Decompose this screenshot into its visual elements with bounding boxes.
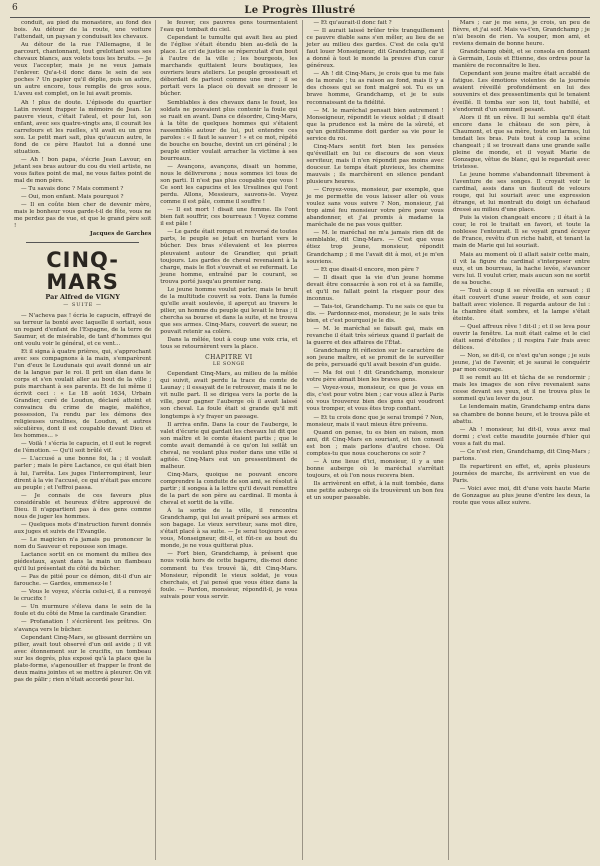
paragraph: — Voilà ! s'écria le capucin, et il eut le regret de l'émotion. — Qu'il soit brûlé vif. — [14, 441, 152, 455]
paragraph: — Un murmure s'éleva dans le sein de la foule et du côté de Mme la cardinale Grandier. — [14, 604, 152, 618]
paragraph: — Ce n'est rien, Grandchamp, dit Cinq-Mars ; partons. — [452, 448, 590, 462]
paragraph: — Je connais de ces faveurs plus considérable et heureux d'être approuvé de Dieu. Il n'appartient pas à des gens comme nous de juger les hommes. — [14, 492, 152, 520]
column-4 — [448, 20, 594, 860]
header-rule — [10, 17, 590, 18]
paragraph: Cependant son jeune maître était accablé de fatigue. Les émotions violentes de la journée avaient réveillé profondément en lui des souvenirs et des pressentiments qui le tenaient éveillé. Il tomba sur son lit, tout habillé, et s'endormit d'un sommeil pesant. — [452, 71, 590, 113]
paragraph: conduit, au pied du monastère, au fond des bois. Au détour de la route, une voiture l'attendait, un paysan y conduisait les chevaux. — [14, 20, 152, 41]
column-3 — [302, 20, 448, 860]
paragraph: Ils arrivèrent en effet, à la nuit tombée, dans une petite auberge où ils trouvèrent un bon feu et un souper passable. — [306, 480, 444, 502]
story-signature: Jacques de Garches — [89, 231, 152, 238]
paragraph: — Oui, mon enfant. Mais pourquoi ? — [21, 194, 124, 201]
paragraph: — Croyez-vous, monsieur, par exemple, que je me permette de vous laisser aller où vous voulez sans vous suivre ? Non, monsieur, j'ai trop aimé feu monsieur votre père pour vous abandonner, et j'ai promis à madame la maréchale de ne pas vous quitter. — [306, 187, 444, 229]
paragraph: — Tout à coup il se réveilla en sursaut ; il était couvert d'une sueur froide, et son cœur battait avec violence. Il regarda autour de lui : la chambre était sombre, et la lampe s'était éteinte. — [452, 287, 590, 322]
paragraph: — Tu savais donc ? Mais comment ? — [21, 186, 124, 193]
chapter-subtitle: LE SONGE — [212, 361, 245, 368]
paragraph: — Il est mort ! disait une femme. Ils l'ont bien fait souffrir, ces bourreaux ! Voyez comme il est pâle ! — [160, 207, 298, 228]
paragraph: — Ah ! dit Cinq-Mars, je crois que tu me fais de la morale ; tu as raison au fond, mais il y a des choses qui se font malgré soi. Tu es un brave homme, Grandchamp, et je te suis reconnaissant de ta fidélité. — [306, 71, 444, 106]
paragraph: — Profanation ! s'écrièrent les prêtres. On s'avança vers le bûcher. — [14, 619, 152, 633]
paragraph: — Et qu'aurait-il donc fait ? — [313, 20, 392, 26]
paragraph: Le jeune homme voulut parler, mais le bruit de la multitude couvrit sa voix. Dans la fumée qu'elle avait soulevée, il aperçut au travers le pilier, un homme du peuple qui levait le bras ; il chercha sa bourse et dans la suite, et ne trouva que ses armes. Cinq-Mars, couvert de sueur, ne pouvait retenir sa colère. — [160, 286, 298, 336]
paragraph: Ah ! plus de doute. L'épisode du quartier Latin revient frapper la mémoire de Jean. Le pauvre vieux, c'était l'aïeul, et pour lui, son enfant, avec ses quatre-vingts ans, il courait les carrefours et les ruelles, s'il avait eu un gros sou. Le petit mari sait, plus qu'aucun autre, le fond de ce père Hautot lui a donné une situation. — [14, 99, 152, 155]
paragraph: Ils repartirent en effet, et, après plusieurs journées de marche, ils arrivèrent en vue de Paris. — [452, 463, 590, 484]
paragraph: Cependant Cinq-Mars, au milieu de la mêlée qui suivit, avait perdu la trace du comte de Launay ; il essayait de le retrouver, mais il ne le vit nulle part. Il se dirigea vers la porte de la ville, pour gagner l'auberge où il avait laissé son cheval. La foule était si grande qu'il mit longtemps à s'y frayer un passage. — [160, 371, 298, 420]
paragraph: — Le magicien n'a jamais pu prononcer le nom du Sauveur et repousse son image. — [14, 536, 152, 550]
paragraph: — Tais-toi, Grandchamp. Tu ne sais ce que tu dis. — Pardonnez-moi, monsieur, je le sais très bien, et c'est pourquoi je le dis. — [306, 303, 444, 324]
paragraph: — Avançons, avançons, disait un homme, nous le délivrerons ; nous sommes ici tous de son parti. Il n'est pas plus coupable que vous ! Ce sont les capucins et les Ursulines qui l'ont perdu. Allons, Messieurs, sauvons-le. Voyez comme il est pâle, comme il souffre ! — [160, 163, 298, 206]
paragraph: Puis la vision changeait encore ; il était à la cour, le roi le traitait en favori, et toute la noblesse l'entourait. Il se voyait grand écuyer de France, revêtu d'un riche habit, et tenant la main de Marie qui lui souriait. — [452, 215, 590, 250]
paragraph: Alors il fit un rêve. Il lui sembla qu'il était encore dans le château de son père, à Chaumont, et que sa mère, toute en larmes, lui tendait les bras. Puis tout à coup la scène changeait ; il se trouvait dans une grande salle pleine de monde, et il voyait Marie de Gonzague, vêtue de blanc, qui le regardait avec tristesse. — [452, 114, 590, 170]
paragraph: Cependant Cinq-Mars, se glissant derrière un pilier, avait tout observé d'un œil avide ; il vit avec étonnement sur le crucifix, un tombeau sur les degrés, plus exposé qu'à la place que la plate-forme, s'agenouiller et frapper le front de deux mains jointes et se mettre à pleurer. On vit pas de pâlir ; rien n'était accordé pour lui. — [14, 634, 152, 683]
paragraph: Il se remit au lit et tâcha de se rendormir ; mais les images de son rêve revenaient sans cesse devant ses yeux, et il ne trouva plus le sommeil qu'au lever du jour. — [452, 375, 590, 403]
paragraph: Grandchamp fit réflexion sur le caractère de son jeune maître, et se promit de le surveiller de près, persuadé qu'il avait besoin d'un guide. — [306, 348, 444, 369]
paragraph: — L'accusé a une bonne foi, la ; il voulait parler ; mais le père Lactance, ce qui était bien à lui, l'arrêta. Les juges l'interrompirent, leur dirent à la vie l'accusé, ce qui n'était pas encore au peuple ; et l'effroi passa. — [14, 456, 152, 491]
paragraph: — À une lieue d'ici, monsieur, il y a une bonne auberge où le maréchal s'arrêtait toujours, et où l'on nous recevra bien. — [306, 458, 444, 479]
serial-suite: — SUITE — — [63, 302, 103, 309]
paragraph: Quand on pense, tu es bien en raison, mon ami, dit Cinq-Mars en souriant, et ton conseil est bon ; mais parlons d'autre chose. Où comptes-tu que nous coucherons ce soir ? — [306, 429, 444, 457]
paragraph: — Fort bien, Grandchamp, à présent que nous voilà hors de cette bagarre, dis-moi donc comment tu t'es trouvé là, dit Cinq-Mars. Monsieur, répondit le vieux soldat, je vous cherchais, et j'ai pensé que vous étiez dans la foule. — Pardon, monsieur, répondit-il, je vous suivais pour vous servir. — [160, 551, 298, 600]
paragraph: — Pas de pitié pour ce démon, dit-il d'un air farouche. — Gardes, emmenez-le ! — [14, 574, 152, 588]
page-number: 6 — [12, 3, 18, 13]
paragraph: — Il aurait laissé brûler très tranquillement ce pauvre diable sans s'en mêler, au lieu de se jeter au milieu des gardes. C'est de cela qu'il faut louer Monseigneur, dit Grandchamp, car il a donné à tout le monde la preuve d'un cœur généreux. — [306, 28, 444, 70]
paragraph: — Il en coûte bien cher de devenir mère, mais le bonheur vous garde-t-il de fête, vous ne me perdez pas de vue, et que le grand père soit ! — [14, 202, 152, 230]
paragraph: Mais au moment où il allait saisir cette main, il vit la figure du cardinal s'interposer entre eux, et un bourreau, la hache levée, s'avancer vers lui. Il voulut crier, mais aucun son ne sortit de sa bouche. — [452, 251, 590, 286]
paragraph: — Ma foi oui ! dit Grandchamp, monsieur votre père aimait bien les braves gens. — [306, 370, 444, 384]
column-1-story — [14, 20, 151, 230]
paragraph: Grandchamp obéit, et se consola en donnant à Germain, Louis et Etienne, des ordres pour la manière de reconnaître le lieu. — [452, 49, 590, 70]
article-columns — [10, 20, 594, 860]
paragraph: Cependant le tumulte qui avait lieu au pied de l'église s'était étendu bien au-delà de la place. Le cri de justice se répercutait d'un bout à l'autre de la ville ; les bourgeois, les marchands quittaient leurs boutiques, les ouvriers leurs ateliers. Le peuple grossissait et débordait de partout comme une mer ; il se portait vers la place où devait se dresser le bûcher. — [160, 35, 298, 98]
paragraph: Semblables à des chevaux dans le fouet, les soldats ne pouvaient plus contenir la foule qui se ruait en avant. Dans ce désordre, Cinq-Mars, à la tête de quelques hommes qui s'étaient rassemblés autour de lui, put entendre ces paroles : « Il faut le sauver ! » et ce mot, répété de bouche en bouche, devint un cri général ; le peuple entier voulait arracher la victime à ses bourreaux. — [160, 99, 298, 162]
paragraph: — Non, se dit-il, ce n'est qu'un songe ; je suis jeune, j'ai de l'avenir, et je saurai le conquérir par mon courage. — [452, 353, 590, 374]
paragraph: Au détour de la rue l'Allemagne, il le parcourt, chantonnant, tout grelottant sous ses chevaux blancs, aux volets tous les bruits. — Je veux l'accepter, mais je ne veux jamais l'enlever. Qu'a-t-il donc dans le sein de ses poches ? Un papier qu'il déplie, puis un autre, un autre encore, tous remplis de gros sous. L'aveu est complet, on le lui avait promis. — [14, 42, 152, 98]
paragraph: — M. le maréchal se faisait gai, mais en revanche il était très sérieux quand il parlait de la guerre et des affaires de l'État. — [306, 325, 444, 347]
paragraph: — M. le maréchal ne m'a jamais rien dit de semblable, dit Cinq-Mars. — C'est que vous étiez trop jeune, monsieur, répondit Grandchamp ; il me l'avait dit à moi, et je m'en souviens. — [306, 230, 444, 265]
column-2-chapter-text — [160, 371, 297, 601]
paragraph: Le jeune homme s'abandonnait librement à l'aventure de ses songes. Il croyait voir le cardinal, assis dans un fauteuil de velours rouge, qui lui souriait avec une expression étrange, et lui montrait du doigt un échafaud dressé au milieu d'une place. — [452, 171, 590, 214]
paragraph: Lactance sortit en ce moment du milieu des piédestaux, ayant dans la main un flambeau qu'il lui présentait du côté du bûcher. — [14, 552, 152, 573]
paragraph: Cinq-Mars, quoique ne pouvant encore comprendre la conduite de son ami, se résolut à partir ; il songea à la lettre qu'il devait remettre de la part de son père au cardinal. Il monta à cheval et sortit de la ville. — [160, 471, 298, 507]
paragraph: — N'acheva pas ! écria le capucin, effrayé de sa terreur la bonté avec laquelle il sortait, sous un regard d'enfant de l'Espagne, de la terre de Saumur, et de misérable, de tant d'hommes qui ont voulu voir le général, et ce vent... — [14, 312, 152, 347]
paragraph: — Ah ! bon papa, s'écrie Jean Lavour, en jetant ses bras autour du cou du vieil artiste, ne vous faites point de mal, ne vous faites point de mal de mon père. — [14, 156, 152, 185]
page-header — [10, 3, 590, 17]
paragraph: — M. le maréchal pensait bien autrement ! Monseigneur, répondit le vieux soldat ; il disait que la prudence est la mère de la sûreté, et qu'un gentilhomme doit garder sa vie pour le service du roi. — [306, 107, 444, 142]
serial-title: CINQ-MARS — [46, 248, 119, 295]
paragraph: le feuver, ces pauvres gens tourmentaient l'eau qui tombait du ciel. — [160, 20, 298, 34]
paragraph: Il arriva enfin. Dans la cour de l'auberge, le valet d'écurie qui gardait les chevaux lui dit que son maître et le comte étaient partis ; que le comte avait demandé à ce qu'on lui sellât un cheval, ne voulant plus rester dans une ville si agitée. Cinq-Mars eut un pressentiment de malheur. — [160, 421, 298, 470]
chapter-heading: CHAPITRE VI — [205, 354, 253, 362]
column-1-serial-text — [14, 313, 151, 684]
column-4-text — [453, 20, 590, 507]
column-2-text — [160, 20, 297, 351]
paragraph: — Le garde était rompu et renversé de toutes parts, le peuple se jetait en hurlant vers le bûcher. Des bras s'élevaient et les pierres pleuvaient autour de Grandier, qui priait toujours. Les gardes de cheval revenaient à la charge, mais le flot s'ouvrait et se refermait. Le jeune homme, entraîné par le courant, se trouva porté jusqu'au premier rang. — [160, 229, 298, 285]
paragraph: — Ah ! monsieur, lui dit-il, vous avez mal dormi ; c'est cette maudite journée d'hier qui vous a fait du mal. — [452, 426, 590, 447]
paragraph: — Quelques mots d'instruction furent donnés aux juges et suivis de l'Evangile. — [14, 521, 152, 535]
paragraph: — Voici avec moi, dit d'une voix haute Marie de Gonzague au plus jeune d'entre les deux, la route que vous allez suivre. — [452, 486, 590, 507]
paragraph: — Et tu crois donc que je serai trompé ? Non, monsieur, mais il vaut mieux être prévenu. — [306, 414, 444, 428]
paragraph: — Voyez-vous, monsieur, ce que je vous en dis, c'est pour votre bien ; car vous allez à Paris où vous trouverez bien des gens qui voudront vous tromper, et vous êtes trop confiant. — [306, 385, 444, 413]
paragraph: — Vous le voyez, s'écria celui-ci, il a renvoyé le crucifix ! — [14, 589, 152, 603]
paragraph: À la sortie de la ville, il rencontra Grandchamp, qui lui avait préparé ses armes et son bagage. Le vieux serviteur, sans mot dire, s'était placé à sa suite. — Je serai toujours avec vous, Monseigneur, dit-il, et fût-ce au bout du monde, je ne vous quitterai plus. — [160, 508, 298, 550]
paragraph: Le lendemain matin, Grandchamp entra dans sa chambre de bonne heure, et le trouva pâle et abattu. — [452, 404, 590, 425]
paragraph: — Et que disait-il encore, mon père ? — [313, 266, 419, 273]
paragraph: — Il disait que la vie d'un jeune homme devait être consacrée à son roi et à sa famille, et qu'il ne fallait point la risquer pour des inconnus. — [306, 274, 444, 302]
paragraph: Cinq-Mars sentit fort bien les pensées qu'éveillait en lui ce discours de son vieux serviteur, mais il n'en répondit pas moins avec douceur. Le temps était pluvieux, les chemins mauvais ; ils marchèrent en silence pendant plusieurs heures. — [306, 143, 444, 186]
paragraph: Et il signa à quatre prières, qui, s'approchant avec ses compagnons à la main, s'emparèrent l'un d'eux le Loudunais qui avait donné un air de la langue par le roi. Il prit un élan dans le corps et s'en voulait aller au bout de la ville ; puis marchant à ses parents. Et de lui même il écrivit ceci : « Le 18 août 1634, Urbain Grandier, curé de Loudun, déclaré atteint et convaincu du crime de magie, maléfice, possession, l'a rendu par les démons des religieuses ursulines, de Loudun, et autres séculières, dont il est coupable devant Dieu et les hommes... » — [14, 348, 152, 440]
column-1 — [10, 20, 155, 860]
paragraph: Dans la mêlée, tout à coup une voix cria, et tous se retournèrent vers la place. — [160, 337, 298, 351]
paragraph: Mars ; car je me sens, je crois, un peu de fièvre, et j'ai soif. Mais va-t'en, Grandchamp ; je n'ai besoin de rien. Va souper, mon ami, et reviens demain de bonne heure. — [452, 20, 590, 48]
column-3-text — [307, 20, 444, 502]
column-2 — [155, 20, 301, 860]
paragraph: — Quel affreux rêve ! dit-il ; et il se leva pour ouvrir la fenêtre. La nuit était calme et le ciel était semé d'étoiles ; il respira l'air frais avec délices. — [452, 323, 590, 352]
masthead-title: Le Progrès Illustré — [244, 4, 356, 16]
serial-author: Par Alfred de VIGNY — [45, 293, 120, 302]
serial-divider — [26, 242, 139, 243]
